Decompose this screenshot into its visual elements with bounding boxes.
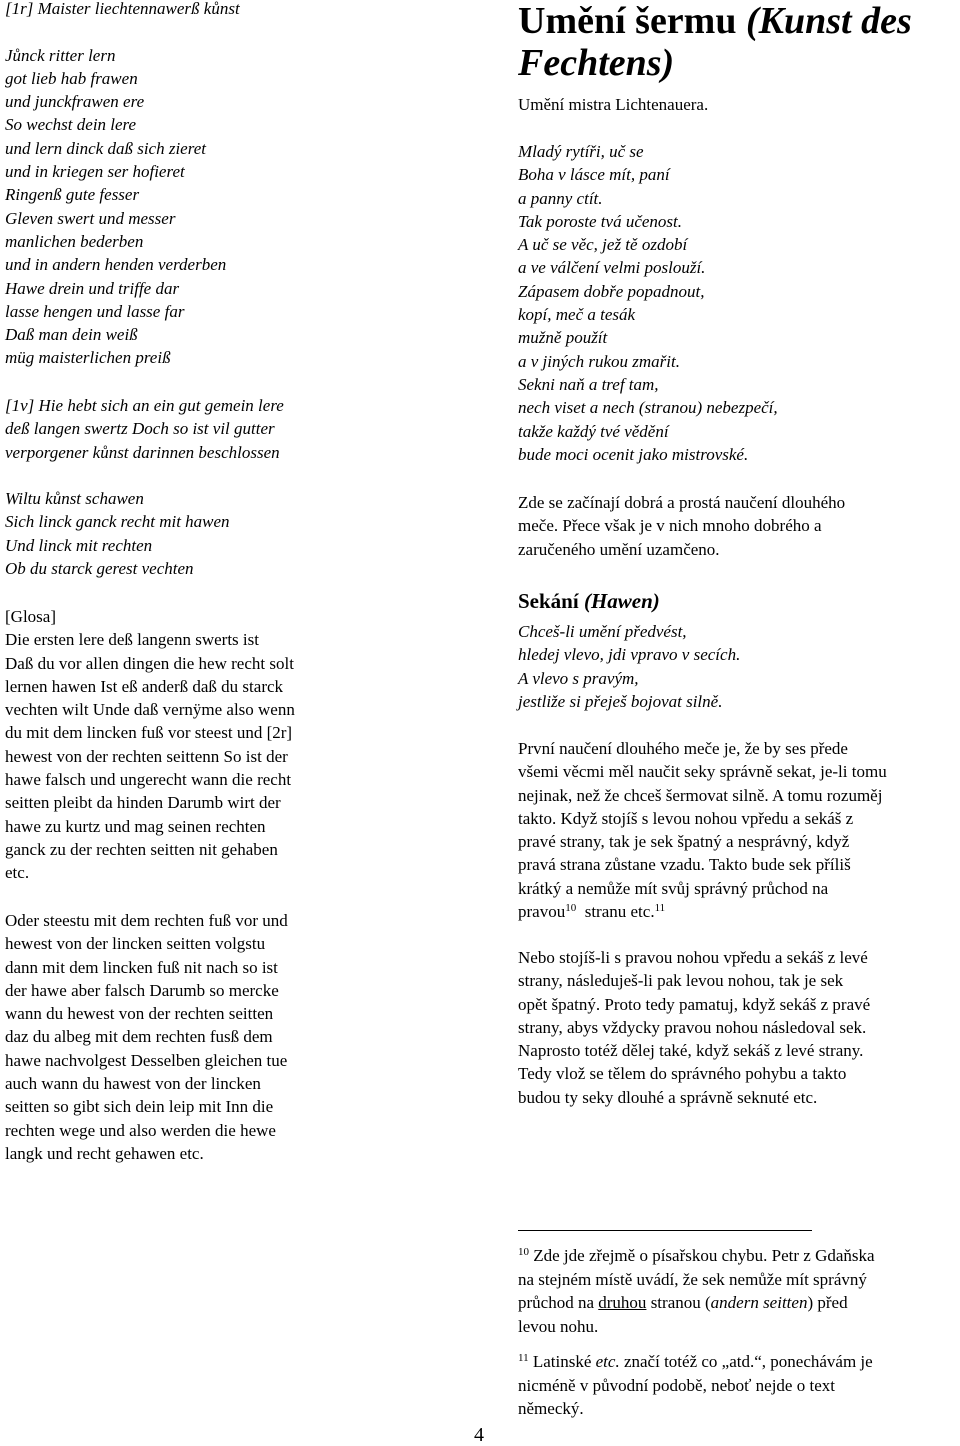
text-line: auch wann du hawest von der lincken [5, 1074, 261, 1094]
verse-block-1 [5, 0, 353, 370]
text-line: První naučení dlouhého meče je, že by ses přede [518, 739, 848, 758]
text-line: und lern dinck daß sich zieret [5, 138, 206, 158]
text-line: hawe nachvolgest Desselben gleichen tue [5, 1050, 288, 1070]
czech-intro [518, 491, 960, 561]
fn10-line4: levou nohu. [518, 1316, 599, 1336]
text-line: Ringenß gute fesser [5, 185, 140, 205]
title-italic-line2: Fechtens) [518, 42, 675, 84]
text-line: und in andern henden verderben [5, 255, 227, 275]
text-line: Zde se začínají dobrá a prostá naučení dlouhého [518, 493, 846, 512]
text-line: du mit dem lincken fuß vor steest und [2r] [5, 723, 293, 743]
text-line: vechten wilt Unde daß vernÿme also wenn [5, 700, 295, 720]
fn10-line2: na stejném místě uvádí, že sek nemůže mít správný [518, 1269, 867, 1289]
text-line: lernen hawen Ist eß anderß daß du starck [5, 676, 284, 696]
text-line: a v jiných rukou zmařit. [518, 351, 680, 371]
text-line: Oder steestu mit dem rechten fuß vor und [5, 911, 288, 930]
text-line: daz du albeg mit dem rechten fusß dem [5, 1027, 273, 1047]
text-line: takže každý tvé vědění [518, 421, 669, 441]
fn11-line1b: značí totéž co „atd.“, ponechávám je [619, 1352, 873, 1371]
text-line: seitten so gibt sich dein leip mit Inn die [5, 1097, 274, 1117]
text-line: a ve válčení velmi poslouží. [518, 258, 706, 278]
text-line: seitten pleibt da hinden Darumb wirt der [5, 793, 281, 813]
text-line: jestliže si přeješ bojovat silně. [518, 691, 723, 711]
text-line: und junckfrawen ere [5, 92, 145, 112]
para1-last-line [518, 900, 960, 923]
text-line: hledej vlevo, jdi vpravo v secích. [518, 645, 741, 665]
text-line: Boha v lásce mít, paní [518, 165, 670, 185]
verse-block-3 [5, 487, 353, 580]
fn11-line2: nicméně v původní podobě, neboť nejde o text [518, 1375, 835, 1395]
text-line: nech viset a nech (stranou) nebezpečí, [518, 398, 778, 418]
text-line: Ob du starck gerest vechten [5, 558, 194, 578]
text-line: verporgener kůnst darinnen beschlossen [5, 442, 280, 462]
text-line: Daß du vor allen dingen die hew recht solt [5, 653, 294, 673]
section-heading-sekani [518, 589, 960, 613]
para1-last-middle: stranu etc. [576, 902, 655, 922]
fn10-line3c: ) před [807, 1293, 848, 1312]
text-line: [Glosa] [5, 607, 56, 626]
text-line: Chceš-li umění předvést, [518, 622, 687, 641]
text-line: nejinak, než že chceš šermovat silně. A tomu rozuměj [518, 785, 883, 805]
fn10-italic: andern seitten [710, 1293, 808, 1312]
title-plain: Umění šermu [518, 0, 746, 42]
text-line: Sich linck ganck recht mit hawen [5, 512, 230, 532]
text-line: kopí, meč a tesák [518, 305, 636, 325]
text-line: pravá strana zůstane vzadu. Takto bude sek příliš [518, 855, 851, 875]
text-line: strany, následuješ-li pak levou nohou, tak je sek [518, 971, 844, 991]
czech-verse-2 [518, 620, 960, 713]
text-line: bude moci ocenit jako mistrovské. [518, 444, 749, 464]
text-line: deß langen swertz Doch so ist vil gutter [5, 419, 275, 439]
page-title [518, 0, 912, 84]
fn11-italic: etc. [595, 1352, 620, 1371]
text-line: der hawe aber falsch Darumb so mercke [5, 980, 279, 1000]
footnote-ref-10[interactable]: 10 [565, 902, 577, 915]
text-line: und in kriegen ser hofieret [5, 162, 185, 182]
text-line: Daß man dein weiß [5, 325, 138, 345]
text-line: Und linck mit rechten [5, 535, 153, 555]
text-line: Naprosto totéž dělej také, když sekáš z levé strany. [518, 1041, 864, 1061]
text-line: [1r] Maister liechtennawerß kůnst [5, 0, 240, 18]
text-line: Die ersten lere deß langenn swerts ist [5, 630, 259, 650]
fn10-line1: Zde jde zřejmě o písařskou chybu. Petr z Gdaňska [529, 1246, 875, 1265]
text-line: a panny ctít. [518, 188, 603, 208]
czech-paragraph-1 [518, 737, 960, 923]
para1-lines [518, 737, 960, 900]
page-number: 4 [474, 1424, 484, 1446]
text-line: hawe zu kurtz und mag seinen rechten [5, 816, 266, 836]
text-line: hewest von der rechten seittenn So ist der [5, 746, 288, 766]
fn11-line3: německý. [518, 1399, 584, 1418]
fn11-line1a: Latinské [528, 1352, 596, 1371]
text-line: strany, abys vždycky pravou nohou následoval sek. [518, 1017, 867, 1037]
heading-italic: (Hawen) [583, 589, 660, 613]
text-line: manlichen bederben [5, 231, 144, 251]
heading-plain: Sekání [518, 589, 584, 613]
text-line: opět špatný. Proto tedy pamatuj, když sekáš z pravé [518, 994, 871, 1014]
text-line: Wiltu kůnst schawen [5, 489, 144, 508]
text-line: Nebo stojíš-li s pravou nohou vpředu a sekáš z levé [518, 948, 868, 967]
text-line: krátký a nemůže mít svůj správný průchod na [518, 878, 829, 898]
text-line: A vlevo s pravým, [518, 668, 639, 688]
text-line: pravé strany, tak je sek špatný a nesprávný, když [518, 832, 850, 852]
text-line: etc. [5, 863, 30, 883]
text-line: mužně použít [518, 328, 608, 348]
fn10-line3a: průchod na [518, 1293, 599, 1312]
text-line: Zápasem dobře popadnout, [518, 281, 705, 301]
czech-paragraph-2 [518, 946, 960, 1109]
text-line: takto. Když stojíš s levou nohou vpředu a sekáš z [518, 808, 854, 828]
footnote-10 [518, 1244, 948, 1338]
text-line: všemi věcmi měl naučit seky správně sekat, je-li tomu [518, 762, 887, 782]
text-line: Jůnck ritter lern [5, 45, 116, 65]
czech-verse-1 [518, 140, 960, 466]
text-line: langk und recht gehawen etc. [5, 1143, 204, 1163]
footnote-separator [518, 1230, 812, 1231]
text-line: Gleven swert und messer [5, 208, 176, 228]
text-line: rechten wege und also werden die hewe [5, 1120, 276, 1140]
text-line: A uč se věc, jež tě ozdobí [518, 235, 688, 255]
text-line: Mladý rytíři, uč se [518, 142, 644, 161]
footnote-number: 11 [518, 1352, 529, 1364]
text-line: hewest von der lincken seitten volgstu [5, 934, 266, 954]
text-line: budou ty seky dlouhé a správně seknuté etc. [518, 1087, 818, 1107]
title-italic-line1: (Kunst des [745, 0, 912, 42]
para1-last-text: pravou [518, 902, 566, 922]
text-line: Tedy vlož se tělem do správného pohybu a takto [518, 1064, 847, 1084]
footnote-number: 10 [518, 1246, 529, 1258]
text-line: lasse hengen und lasse far [5, 301, 185, 321]
footnote-11 [518, 1350, 948, 1421]
text-line: meče. Přece však je v nich mnoho dobrého a [518, 516, 822, 536]
text-line: ganck zu der rechten seitten nit gehaben [5, 839, 278, 859]
fn10-underlined: druhou [598, 1293, 647, 1312]
text-line: [1v] Hie hebt sich an ein gut gemein lere [5, 396, 284, 415]
german-paragraph-2 [5, 909, 353, 1165]
text-line: hawe falsch und ungerecht wann die recht [5, 770, 292, 790]
glosa-paragraph [5, 605, 353, 885]
text-line: Hawe drein und triffe dar [5, 278, 180, 298]
fn10-line3b: stranou ( [646, 1293, 711, 1312]
text-line: got lieb hab frawen [5, 68, 138, 88]
verse-block-2 [5, 394, 353, 464]
text-line [5, 20, 353, 43]
text-line: dann mit dem lincken fuß nit nach so ist [5, 957, 278, 977]
footnote-ref-11[interactable]: 11 [654, 902, 666, 915]
text-line: So wechst dein lere [5, 115, 137, 135]
text-line: müg maisterlichen preiß [5, 348, 171, 368]
footnotes [518, 1244, 948, 1433]
text-line: Sekni naň a tref tam, [518, 374, 659, 394]
text-line: zaručeného umění uzamčeno. [518, 539, 720, 559]
text-line: Tak poroste tvá učenost. [518, 211, 683, 231]
text-line: wann du hewest von der rechten seitten [5, 1004, 274, 1024]
subtitle: Umění mistra Lichtenauera. [518, 95, 709, 114]
